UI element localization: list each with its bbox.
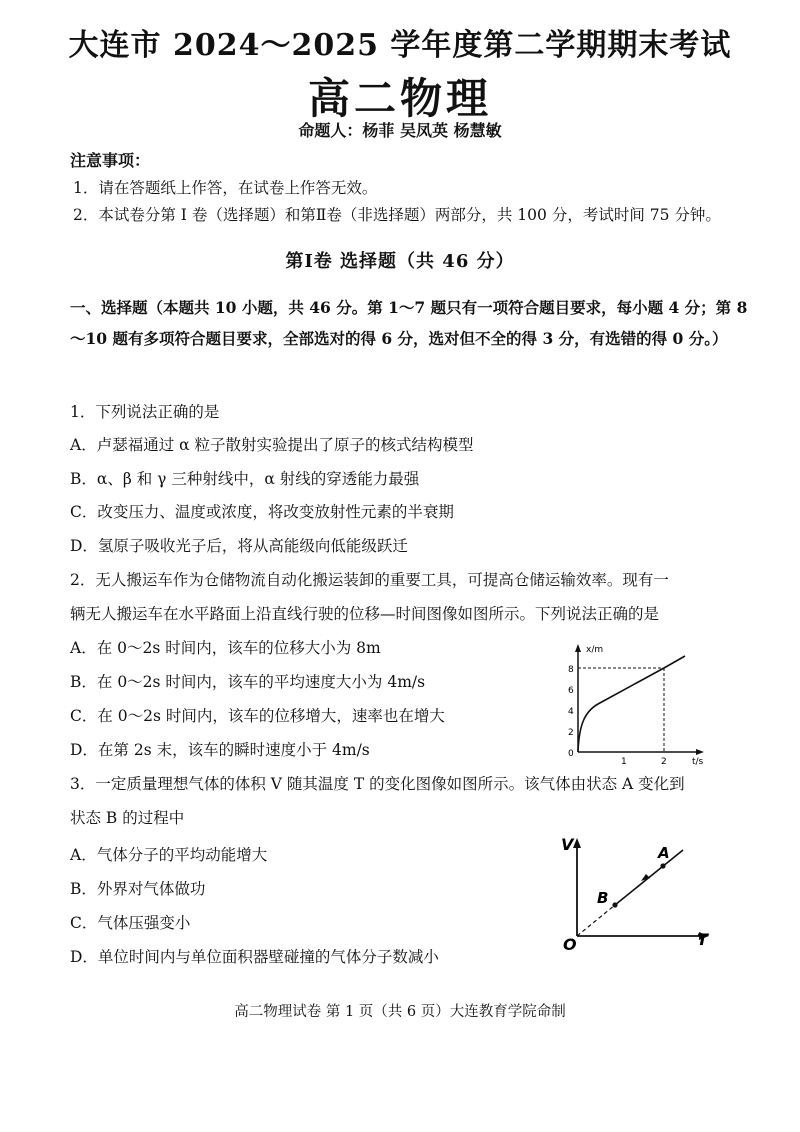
xt-tick-x1: 1: [621, 757, 627, 765]
xt-tick-0: 0: [568, 749, 574, 759]
section-title: 第Ⅰ卷 选择题（共 46 分）: [285, 251, 515, 272]
q2-option-a: A．在 0～2s 时间内，该车的位移大小为 8m: [70, 639, 381, 657]
xt-tick-y2: 2: [568, 728, 574, 738]
xt-tick-x2: 2: [661, 757, 667, 765]
vt-v-label: V: [561, 835, 574, 854]
q1-option-d: D．氢原子吸收光子后，将从高能级向低能级跃迁: [70, 537, 408, 555]
q1-option-a: A．卢瑟福通过 α 粒子散射实验提出了原子的核式结构模型: [70, 436, 474, 454]
xt-x-label: t/s: [692, 757, 704, 765]
q3-stem-line-2: 状态 B 的过程中: [70, 809, 185, 827]
vt-point-b-label: B: [597, 889, 609, 907]
q2-option-b: B．在 0～2s 时间内，该车的平均速度大小为 4m/s: [70, 673, 426, 691]
q2-option-c: C．在 0～2s 时间内，该车的位移增大，速率也在增大: [70, 707, 445, 725]
xt-tick-y8: 8: [568, 665, 574, 675]
q1-option-c: C．改变压力、温度或浓度，将改变放射性元素的半衰期: [70, 503, 454, 521]
q3-option-d: D．单位时间内与单位面积器壁碰撞的气体分子数减小: [70, 948, 439, 966]
vt-point-b: [612, 902, 617, 907]
q1-option-b: B．α、β 和 γ 三种射线中，α 射线的穿透能力最强: [70, 470, 420, 488]
q3-option-b: B．外界对气体做功: [70, 880, 206, 898]
vt-graph-figure: [555, 830, 725, 960]
section-instructions: 一、选择题（本题共 10 小题，共 46 分。第 1～7 题只有一项符合题目要求，每小题 4 分；第 8～10 题有多项符合题目要求，全部选对的得 6 分，选对但不全的得 3 分，有选错的得 0 分。）: [70, 298, 748, 348]
notice-heading: 注意事项：: [70, 151, 151, 170]
exam-title: 大连市 2024～2025 学年度第二学期期末考试: [68, 28, 732, 63]
vt-t-label: T: [697, 930, 708, 949]
xt-tick-y4: 4: [568, 707, 574, 717]
xt-x-arrow: [696, 749, 704, 755]
page-footer: 高二物理试卷 第 1 页（共 6 页）大连教育学院命制: [234, 1004, 566, 1020]
q1-stem: 1．下列说法正确的是: [70, 403, 220, 421]
q3-option-a: A．气体分子的平均动能增大: [70, 846, 268, 864]
vt-dashed-extension: [577, 905, 615, 936]
notice-item-1: 1．请在答题纸上作答，在试卷上作答无效。: [73, 179, 378, 197]
xt-y-label: x/m: [586, 645, 604, 655]
subject-title: 高二物理: [307, 74, 492, 123]
vt-point-a-label: A: [658, 844, 670, 862]
notice-item-2: 2．本试卷分第 I 卷（选择题）和第Ⅱ卷（非选择题）两部分，共 100 分，考试时间 75 分钟。: [73, 206, 721, 224]
q3-stem-line-1: 3．一定质量理想气体的体积 V 随其温度 T 的变化图像如图所示。该气体由状态 A 变化到: [70, 775, 685, 793]
q2-stem-line-2: 辆无人搬运车在水平路面上沿直线行驶的位移—时间图像如图所示。下列说法正确的是: [70, 605, 660, 623]
q3-option-c: C．气体压强变小: [70, 914, 191, 932]
xt-y-arrow: [575, 644, 581, 652]
vt-v-arrow: [573, 838, 581, 848]
xt-tick-y6: 6: [568, 686, 574, 696]
vt-point-a: [660, 863, 665, 868]
q2-option-d: D．在第 2s 末，该车的瞬时速度小于 4m/s: [70, 741, 370, 759]
q2-stem-line-1: 2．无人搬运车作为仓储物流自动化搬运装卸的重要工具，可提高仓储运输效率。现有一: [70, 571, 669, 589]
xt-curve: [578, 656, 685, 752]
xt-graph-figure: [560, 640, 710, 765]
vt-origin-label: O: [563, 935, 577, 954]
authors-line: 命题人：杨菲 吴凤英 杨慧敏: [298, 121, 502, 140]
